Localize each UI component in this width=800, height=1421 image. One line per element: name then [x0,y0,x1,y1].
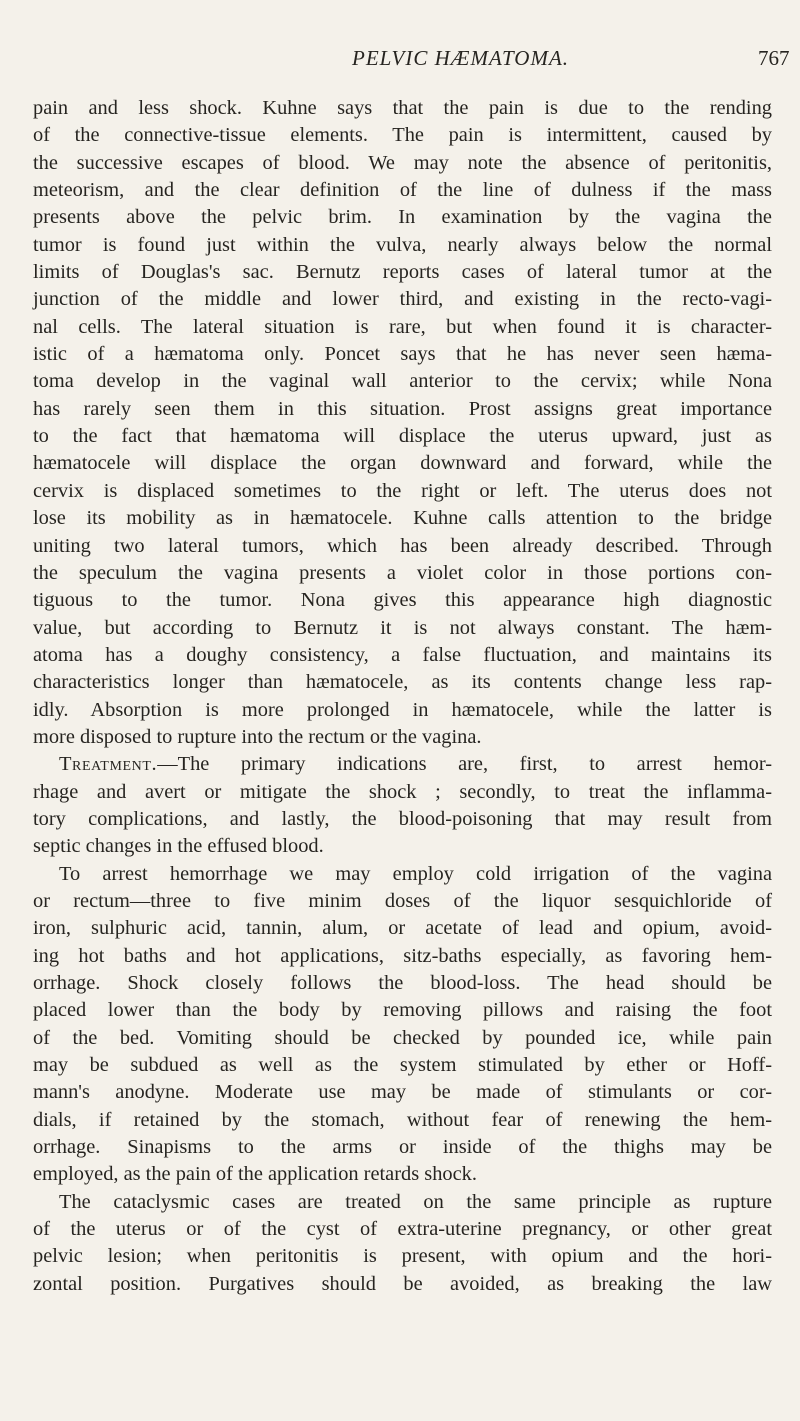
text-line: tumor is found just within the vulva, nearly always below the normal [33,233,772,256]
text-line: more disposed to rupture into the rectum or the vagina. [33,725,482,748]
text-line: of the connective-tissue elements. The pain is intermittent, caused by [33,124,772,147]
text-line: ing hot baths and hot applications, sitz-baths especially, as favoring hem- [33,944,772,967]
text-line: value, but according to Bernutz it is not always constant. The hæm- [33,616,772,639]
text-line: limits of Douglas's sac. Bernutz reports cases of lateral tumor at the [33,261,772,284]
text-line: idly. Absorption is more prolonged in hæmatocele, while the latter is [33,698,772,721]
text-line: meteorism, and the clear definition of the line of dulness if the mass [33,179,772,202]
text-line: lose its mobility as in hæmatocele. Kuhne calls attention to the bridge [33,507,772,530]
text-line: istic of a hæmatoma only. Poncet says that he has never seen hæma- [33,343,772,366]
text-line: hæmatocele will displace the organ downward and forward, while the [33,452,772,475]
body-text [33,95,772,1298]
text-line: atoma has a doughy consistency, a false fluctuation, and maintains its [33,643,772,666]
treatment-text: —The primary indications are, first, to arrest hemor- [157,753,772,776]
text-line: the successive escapes of blood. We may note the absence of peritonitis, [33,151,772,174]
text-line: pelvic lesion; when peritonitis is present, with opium and the hori- [33,1245,772,1268]
text-line: to the fact that hæmatoma will displace the uterus upward, just as [33,425,772,448]
page-number: 767 [758,46,790,70]
text-line: orrhage. Shock closely follows the blood-loss. The head should be [33,972,772,994]
text-line: of the bed. Vomiting should be checked by pounded ice, while pain [33,1026,772,1049]
text-line: the speculum the vagina presents a violet color in those portions con- [33,561,772,584]
text-line: cervix is displaced sometimes to the right or left. The uterus does not [33,479,772,502]
text-line: has rarely seen them in this situation. Prost assigns great importance [33,397,772,420]
text-line: The cataclysmic cases are treated on the same principle as rupture [59,1190,772,1213]
text-line: presents above the pelvic brim. In examination by the vagina the [33,206,772,229]
text-line: toma develop in the vaginal wall anterior to the cervix; while Nona [33,370,772,393]
text-line: mann's anodyne. Moderate use may be made of stimulants or cor- [33,1081,772,1104]
text-line: nal cells. The lateral situation is rare, but when found it is character- [33,315,772,338]
text-line: of the uterus or of the cyst of extra-uterine pregnancy, or other great [33,1218,772,1241]
text-line: iron, sulphuric acid, tannin, alum, or acetate of lead and opium, avoid- [33,917,772,940]
text-line: rhage and avert or mitigate the shock ; secondly, to treat the inflamma- [33,780,772,803]
treatment-line [33,751,772,778]
treatment-heading: Treatment. [59,753,158,776]
text-line: pain and less shock. Kuhne says that the pain is due to the rending [33,97,772,119]
text-line: placed lower than the body by removing pillows and raising the foot [33,999,772,1022]
running-title: PELVIC HÆMATOMA. [352,46,570,70]
text-line: tiguous to the tumor. Nona gives this appearance high diagnostic [33,589,772,612]
text-line: employed, as the pain of the application retards shock. [33,1163,477,1186]
text-line: or rectum—three to five minim doses of the liquor sesquichloride of [33,889,772,912]
text-line: orrhage. Sinapisms to the arms or inside of the thighs may be [33,1136,772,1159]
text-line: uniting two lateral tumors, which has been already described. Through [33,534,772,557]
text-line: To arrest hemorrhage we may employ cold irrigation of the vagina [59,862,772,885]
text-line: may be subdued as well as the system stimulated by ether or Hoff- [33,1054,772,1077]
text-line: dials, if retained by the stomach, without fear of renewing the hem- [33,1108,772,1131]
text-line: septic changes in the effused blood. [33,835,324,858]
text-line: junction of the middle and lower third, and existing in the recto-vagi- [33,288,772,311]
text-line: characteristics longer than hæmatocele, as its contents change less rap- [33,671,772,694]
text-line: tory complications, and lastly, the blood-poisoning that may result from [33,807,772,830]
text-line: zontal position. Purgatives should be avoided, as breaking the law [33,1272,772,1295]
